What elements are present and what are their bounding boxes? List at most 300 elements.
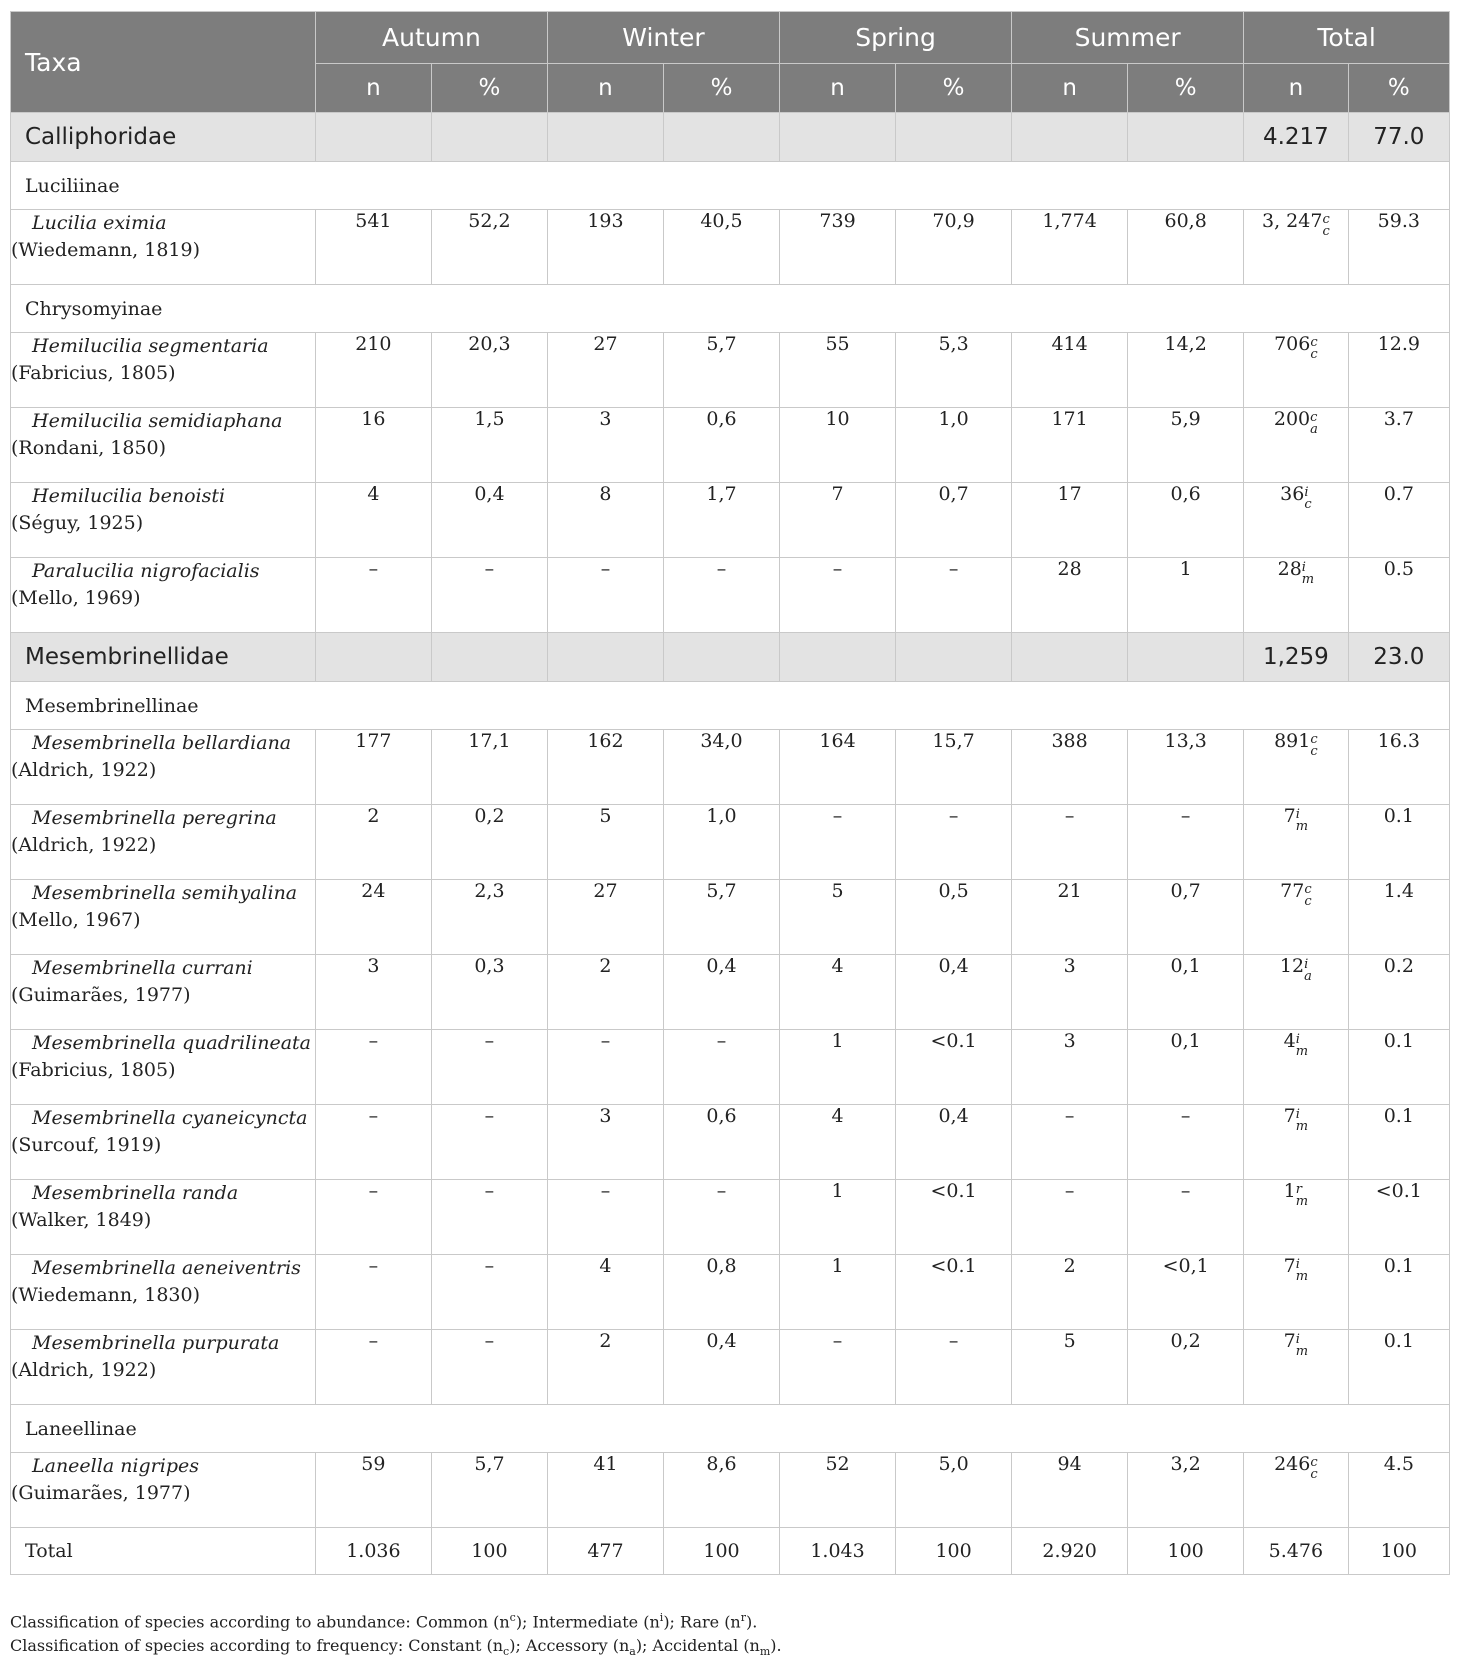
species-author: (Fabricius, 1805) bbox=[11, 1059, 176, 1081]
total-number: 7 bbox=[1283, 805, 1296, 827]
species-author: (Mello, 1967) bbox=[11, 909, 141, 931]
season-value: 171 bbox=[1012, 408, 1128, 483]
season-value: 0,1 bbox=[1128, 955, 1244, 1030]
season-value: 3 bbox=[1012, 955, 1128, 1030]
species-row bbox=[11, 558, 1450, 633]
species-author: (Aldrich, 1922) bbox=[11, 1359, 157, 1381]
season-value: – bbox=[1128, 805, 1244, 880]
species-author: (Fabricius, 1805) bbox=[11, 362, 176, 384]
season-value: 1,0 bbox=[663, 805, 779, 880]
frequency-class: m bbox=[1295, 1044, 1309, 1059]
season-value: 55 bbox=[780, 333, 896, 408]
season-value: 5 bbox=[547, 805, 663, 880]
season-value: 21 bbox=[1012, 880, 1128, 955]
species-row bbox=[11, 1453, 1450, 1528]
header-n: n bbox=[1244, 64, 1348, 113]
species-total-n bbox=[1244, 805, 1348, 880]
season-value: 3 bbox=[1012, 1030, 1128, 1105]
season-value: 27 bbox=[547, 880, 663, 955]
empty-cell bbox=[780, 633, 896, 682]
season-value: – bbox=[315, 1105, 431, 1180]
species-author: (Mello, 1969) bbox=[11, 587, 141, 609]
season-value: – bbox=[431, 1180, 547, 1255]
season-value: 5 bbox=[780, 880, 896, 955]
header-pct: % bbox=[896, 64, 1012, 113]
species-total-pct: 0.1 bbox=[1348, 805, 1449, 880]
total-value: 5.476 bbox=[1244, 1528, 1348, 1575]
species-scientific-name: Mesembrinella aeneiventris bbox=[32, 1257, 301, 1279]
season-value: – bbox=[663, 1030, 779, 1105]
season-value: 15,7 bbox=[896, 730, 1012, 805]
abundance-class: c bbox=[1310, 1455, 1318, 1470]
season-value: 1 bbox=[1128, 558, 1244, 633]
season-value: 16 bbox=[315, 408, 431, 483]
abundance-class: c bbox=[1310, 732, 1318, 747]
frequency-class: c bbox=[1310, 744, 1318, 759]
season-value: 0,7 bbox=[1128, 880, 1244, 955]
header-pct: % bbox=[663, 64, 779, 113]
species-scientific-name: Lucilia eximia bbox=[32, 212, 167, 234]
season-value: 1 bbox=[780, 1255, 896, 1330]
species-total-n bbox=[1244, 1180, 1348, 1255]
total-value: 100 bbox=[663, 1528, 779, 1575]
season-value: 20,3 bbox=[431, 333, 547, 408]
season-value: 8,6 bbox=[663, 1453, 779, 1528]
subfamily-name: Mesembrinellinae bbox=[11, 682, 1450, 730]
classification-marks bbox=[1302, 562, 1314, 586]
species-author: (Aldrich, 1922) bbox=[11, 759, 157, 781]
season-value: – bbox=[780, 805, 896, 880]
frequency-class: a bbox=[1304, 969, 1312, 984]
season-value: 5,7 bbox=[431, 1453, 547, 1528]
species-total-pct: 0.1 bbox=[1348, 1255, 1449, 1330]
species-name-cell bbox=[11, 1030, 316, 1105]
classification-marks bbox=[1296, 1034, 1308, 1058]
species-scientific-name: Mesembrinella randa bbox=[32, 1182, 239, 1204]
season-value: 4 bbox=[315, 483, 431, 558]
species-name-cell bbox=[11, 408, 316, 483]
species-row bbox=[11, 880, 1450, 955]
season-value: 0,5 bbox=[896, 880, 1012, 955]
season-value: 0,3 bbox=[431, 955, 547, 1030]
season-value: 17 bbox=[1012, 483, 1128, 558]
season-value: 70,9 bbox=[896, 210, 1012, 285]
season-value: 4 bbox=[547, 1255, 663, 1330]
abundance-class: r bbox=[1295, 1182, 1302, 1197]
species-author: (Guimarães, 1977) bbox=[11, 1482, 191, 1504]
classification-marks bbox=[1296, 1109, 1308, 1133]
season-value: 28 bbox=[1012, 558, 1128, 633]
season-value: 0,1 bbox=[1128, 1030, 1244, 1105]
total-value: 1.043 bbox=[780, 1528, 896, 1575]
season-value: <0.1 bbox=[896, 1255, 1012, 1330]
species-table bbox=[10, 11, 1450, 1575]
table-body bbox=[11, 113, 1450, 1575]
species-row bbox=[11, 1030, 1450, 1105]
subfamily-row bbox=[11, 682, 1450, 730]
species-row bbox=[11, 1330, 1450, 1405]
total-number: 77 bbox=[1280, 880, 1305, 902]
abundance-class: i bbox=[1301, 560, 1306, 575]
classification-marks bbox=[1310, 337, 1317, 361]
total-number: 28 bbox=[1277, 558, 1302, 580]
species-total-n bbox=[1244, 333, 1348, 408]
family-name: Calliphoridae bbox=[11, 113, 316, 162]
species-scientific-name: Hemilucilia segmentaria bbox=[32, 335, 269, 357]
frequency-class: c bbox=[1310, 1467, 1318, 1482]
species-scientific-name: Mesembrinella semihyalina bbox=[32, 882, 298, 904]
abundance-class: c bbox=[1310, 335, 1318, 350]
species-total-n bbox=[1244, 1330, 1348, 1405]
species-author: (Guimarães, 1977) bbox=[11, 984, 191, 1006]
season-value: – bbox=[431, 1330, 547, 1405]
species-total-n bbox=[1244, 408, 1348, 483]
season-value: 14,2 bbox=[1128, 333, 1244, 408]
header-winter: Winter bbox=[547, 12, 779, 64]
season-value: 13,3 bbox=[1128, 730, 1244, 805]
season-value: 40,5 bbox=[663, 210, 779, 285]
total-value: 100 bbox=[1348, 1528, 1449, 1575]
species-total-pct: 0.2 bbox=[1348, 955, 1449, 1030]
total-number: 891 bbox=[1274, 730, 1311, 752]
empty-cell bbox=[896, 113, 1012, 162]
subfamily-row bbox=[11, 285, 1450, 333]
family-total-pct: 23.0 bbox=[1348, 633, 1449, 682]
season-value: 541 bbox=[315, 210, 431, 285]
total-row bbox=[11, 1528, 1450, 1575]
species-scientific-name: Hemilucilia benoisti bbox=[32, 485, 226, 507]
season-value: – bbox=[315, 558, 431, 633]
species-total-n bbox=[1244, 1255, 1348, 1330]
season-value: – bbox=[431, 1105, 547, 1180]
season-value: – bbox=[1012, 1105, 1128, 1180]
header-n: n bbox=[547, 64, 663, 113]
species-author: (Séguy, 1925) bbox=[11, 512, 144, 534]
classification-marks bbox=[1296, 809, 1308, 833]
species-row bbox=[11, 1105, 1450, 1180]
species-name-cell bbox=[11, 1255, 316, 1330]
classification-marks bbox=[1322, 214, 1329, 238]
species-total-pct: 0.7 bbox=[1348, 483, 1449, 558]
frequency-note: Classification of species according to frequency: Constant $(n_c)$; Accessory $(n_a)$; Accidental $(n_m)$. bbox=[10, 1636, 782, 1659]
species-name-cell bbox=[11, 1180, 316, 1255]
subfamily-name: Chrysomyinae bbox=[11, 285, 1450, 333]
total-number: 3, 247 bbox=[1262, 210, 1323, 232]
species-row bbox=[11, 1255, 1450, 1330]
season-value: 52 bbox=[780, 1453, 896, 1528]
season-value: 34,0 bbox=[663, 730, 779, 805]
season-value: 0,6 bbox=[663, 408, 779, 483]
season-value: 3 bbox=[547, 1105, 663, 1180]
season-value: 8 bbox=[547, 483, 663, 558]
classification-marks bbox=[1310, 1457, 1317, 1481]
season-value: – bbox=[547, 558, 663, 633]
header-n: n bbox=[780, 64, 896, 113]
season-value: 41 bbox=[547, 1453, 663, 1528]
season-value: 24 bbox=[315, 880, 431, 955]
empty-cell bbox=[780, 113, 896, 162]
season-value: – bbox=[431, 558, 547, 633]
total-value: 100 bbox=[431, 1528, 547, 1575]
season-value: 739 bbox=[780, 210, 896, 285]
abundance-class: i bbox=[1295, 1332, 1300, 1347]
season-value: 1,774 bbox=[1012, 210, 1128, 285]
species-row bbox=[11, 955, 1450, 1030]
season-value: – bbox=[315, 1255, 431, 1330]
species-author: (Surcouf, 1919) bbox=[11, 1134, 162, 1156]
season-value: – bbox=[1128, 1180, 1244, 1255]
family-row bbox=[11, 113, 1450, 162]
header-pct: % bbox=[1128, 64, 1244, 113]
total-value: 100 bbox=[1128, 1528, 1244, 1575]
species-scientific-name: Hemilucilia semidiaphana bbox=[32, 410, 283, 432]
abundance-class: i bbox=[1304, 485, 1309, 500]
species-scientific-name: Mesembrinella quadrilineata bbox=[32, 1032, 312, 1054]
family-row bbox=[11, 633, 1450, 682]
season-value: 0,4 bbox=[896, 955, 1012, 1030]
season-value: – bbox=[1128, 1105, 1244, 1180]
season-value: 1 bbox=[780, 1180, 896, 1255]
subfamily-row bbox=[11, 162, 1450, 210]
total-number: 12 bbox=[1279, 955, 1305, 977]
species-total-n bbox=[1244, 1105, 1348, 1180]
species-name-cell bbox=[11, 558, 316, 633]
season-value: – bbox=[663, 558, 779, 633]
abundance-note: Classification of species according to abundance: Common $(n^c)$; Intermediate $(n^i)$; Rare $(n^r)$. bbox=[10, 1611, 758, 1632]
abundance-class: i bbox=[1304, 957, 1309, 972]
total-number: 7 bbox=[1283, 1255, 1296, 1277]
frequency-class: a bbox=[1310, 422, 1318, 437]
species-row bbox=[11, 210, 1450, 285]
species-total-pct: <0.1 bbox=[1348, 1180, 1449, 1255]
species-author: (Wiedemann, 1819) bbox=[11, 239, 200, 261]
season-value: 164 bbox=[780, 730, 896, 805]
season-value: <0.1 bbox=[896, 1180, 1012, 1255]
season-value: 27 bbox=[547, 333, 663, 408]
species-total-n bbox=[1244, 955, 1348, 1030]
abundance-class: i bbox=[1295, 1257, 1300, 1272]
season-value: – bbox=[315, 1180, 431, 1255]
season-value: 2 bbox=[547, 955, 663, 1030]
season-value: 210 bbox=[315, 333, 431, 408]
frequency-class: m bbox=[1295, 819, 1309, 834]
subfamily-name: Laneellinae bbox=[11, 1405, 1450, 1453]
classification-marks bbox=[1296, 1259, 1308, 1283]
family-total-pct: 77.0 bbox=[1348, 113, 1449, 162]
subfamily-row bbox=[11, 1405, 1450, 1453]
species-total-n bbox=[1244, 483, 1348, 558]
species-total-pct: 0.1 bbox=[1348, 1030, 1449, 1105]
species-total-n bbox=[1244, 558, 1348, 633]
species-scientific-name: Mesembrinella currani bbox=[32, 957, 253, 979]
empty-cell bbox=[1012, 633, 1128, 682]
empty-cell bbox=[663, 113, 779, 162]
species-scientific-name: Mesembrinella bellardiana bbox=[32, 732, 292, 754]
total-number: 246 bbox=[1274, 1453, 1311, 1475]
species-name-cell bbox=[11, 1453, 316, 1528]
season-value: 3,2 bbox=[1128, 1453, 1244, 1528]
species-name-cell bbox=[11, 880, 316, 955]
empty-cell bbox=[1128, 113, 1244, 162]
season-value: – bbox=[431, 1030, 547, 1105]
season-value: 1,7 bbox=[663, 483, 779, 558]
table-footnotes bbox=[10, 1606, 782, 1665]
empty-cell bbox=[1128, 633, 1244, 682]
empty-cell bbox=[315, 113, 431, 162]
empty-cell bbox=[1012, 113, 1128, 162]
frequency-class: c bbox=[1322, 224, 1330, 239]
species-name-cell bbox=[11, 805, 316, 880]
empty-cell bbox=[547, 633, 663, 682]
season-value: 1 bbox=[780, 1030, 896, 1105]
species-total-pct: 16.3 bbox=[1348, 730, 1449, 805]
species-row bbox=[11, 805, 1450, 880]
family-name: Mesembrinellidae bbox=[11, 633, 316, 682]
species-row bbox=[11, 333, 1450, 408]
season-value: – bbox=[896, 1330, 1012, 1405]
table-header bbox=[11, 12, 1450, 113]
classification-marks bbox=[1304, 884, 1311, 908]
season-value: 0,6 bbox=[663, 1105, 779, 1180]
season-value: 4 bbox=[780, 955, 896, 1030]
season-value: – bbox=[547, 1180, 663, 1255]
species-scientific-name: Paralucilia nigrofacialis bbox=[32, 560, 260, 582]
header-taxa: Taxa bbox=[11, 12, 316, 113]
season-value: 10 bbox=[780, 408, 896, 483]
empty-cell bbox=[663, 633, 779, 682]
season-value: 94 bbox=[1012, 1453, 1128, 1528]
total-value: 1.036 bbox=[315, 1528, 431, 1575]
season-value: 2 bbox=[315, 805, 431, 880]
season-value: 2 bbox=[547, 1330, 663, 1405]
season-value: 5,7 bbox=[663, 333, 779, 408]
abundance-class: i bbox=[1295, 1107, 1300, 1122]
season-value: 1,5 bbox=[431, 408, 547, 483]
species-total-n bbox=[1244, 1453, 1348, 1528]
season-value: 60,8 bbox=[1128, 210, 1244, 285]
total-number: 200 bbox=[1273, 408, 1311, 430]
species-author: (Wiedemann, 1830) bbox=[11, 1284, 200, 1306]
classification-marks bbox=[1310, 412, 1318, 436]
season-value: 5,7 bbox=[663, 880, 779, 955]
abundance-class: c bbox=[1304, 882, 1312, 897]
total-label: Total bbox=[11, 1528, 316, 1575]
season-value: 2,3 bbox=[431, 880, 547, 955]
total-number: 36 bbox=[1280, 483, 1305, 505]
classification-marks bbox=[1304, 959, 1312, 983]
frequency-class: m bbox=[1295, 1119, 1309, 1134]
season-value: 5,0 bbox=[896, 1453, 1012, 1528]
family-total-n: 4.217 bbox=[1244, 113, 1348, 162]
frequency-class: m bbox=[1295, 1269, 1309, 1284]
abundance-class: i bbox=[1295, 1032, 1300, 1047]
season-value: 0,4 bbox=[663, 955, 779, 1030]
species-total-n bbox=[1244, 1030, 1348, 1105]
total-number: 1 bbox=[1283, 1180, 1296, 1202]
species-total-pct: 0.1 bbox=[1348, 1105, 1449, 1180]
species-scientific-name: Mesembrinella peregrina bbox=[32, 807, 277, 829]
season-value: – bbox=[315, 1330, 431, 1405]
season-value: <0,1 bbox=[1128, 1255, 1244, 1330]
season-value: 5 bbox=[1012, 1330, 1128, 1405]
total-value: 477 bbox=[547, 1528, 663, 1575]
frequency-class: c bbox=[1304, 894, 1312, 909]
species-total-pct: 0.1 bbox=[1348, 1330, 1449, 1405]
species-author: (Rondani, 1850) bbox=[11, 437, 167, 459]
species-row bbox=[11, 483, 1450, 558]
season-value: 193 bbox=[547, 210, 663, 285]
species-total-n bbox=[1244, 880, 1348, 955]
total-number: 706 bbox=[1274, 333, 1311, 355]
season-value: 59 bbox=[315, 1453, 431, 1528]
empty-cell bbox=[896, 633, 1012, 682]
species-scientific-name: Mesembrinella cyaneicyncta bbox=[32, 1107, 308, 1129]
species-author: (Aldrich, 1922) bbox=[11, 834, 157, 856]
species-total-pct: 1.4 bbox=[1348, 880, 1449, 955]
season-value: 17,1 bbox=[431, 730, 547, 805]
season-value: 0,6 bbox=[1128, 483, 1244, 558]
season-value: 3 bbox=[547, 408, 663, 483]
season-value: 0,4 bbox=[431, 483, 547, 558]
frequency-class: m bbox=[1295, 1194, 1309, 1209]
season-value: 0,4 bbox=[896, 1105, 1012, 1180]
header-autumn: Autumn bbox=[315, 12, 547, 64]
frequency-class: c bbox=[1304, 497, 1312, 512]
species-name-cell bbox=[11, 210, 316, 285]
species-scientific-name: Laneella nigripes bbox=[32, 1455, 199, 1477]
species-author: (Walker, 1849) bbox=[11, 1209, 152, 1231]
empty-cell bbox=[547, 113, 663, 162]
classification-marks bbox=[1310, 734, 1317, 758]
season-value: – bbox=[1012, 805, 1128, 880]
subfamily-name: Luciliinae bbox=[11, 162, 1450, 210]
season-value: – bbox=[663, 1180, 779, 1255]
season-value: 162 bbox=[547, 730, 663, 805]
species-name-cell bbox=[11, 1105, 316, 1180]
header-n: n bbox=[315, 64, 431, 113]
season-value: 5,9 bbox=[1128, 408, 1244, 483]
season-value: – bbox=[547, 1030, 663, 1105]
season-value: – bbox=[896, 805, 1012, 880]
species-total-n bbox=[1244, 210, 1348, 285]
classification-marks bbox=[1296, 1334, 1308, 1358]
frequency-class: c bbox=[1310, 347, 1318, 362]
species-name-cell bbox=[11, 483, 316, 558]
family-total-n: 1,259 bbox=[1244, 633, 1348, 682]
season-value: 0,2 bbox=[431, 805, 547, 880]
season-value: <0.1 bbox=[896, 1030, 1012, 1105]
season-value: 414 bbox=[1012, 333, 1128, 408]
frequency-class: m bbox=[1295, 1344, 1309, 1359]
species-total-pct: 4.5 bbox=[1348, 1453, 1449, 1528]
species-name-cell bbox=[11, 333, 316, 408]
empty-cell bbox=[315, 633, 431, 682]
empty-cell bbox=[431, 113, 547, 162]
header-n: n bbox=[1012, 64, 1128, 113]
species-row bbox=[11, 408, 1450, 483]
season-value: – bbox=[896, 558, 1012, 633]
species-name-cell bbox=[11, 955, 316, 1030]
season-value: 4 bbox=[780, 1105, 896, 1180]
abundance-class: i bbox=[1295, 807, 1300, 822]
empty-cell bbox=[431, 633, 547, 682]
species-total-n bbox=[1244, 730, 1348, 805]
species-row bbox=[11, 1180, 1450, 1255]
total-value: 100 bbox=[896, 1528, 1012, 1575]
classification-marks bbox=[1304, 487, 1311, 511]
season-value: 7 bbox=[780, 483, 896, 558]
total-number: 7 bbox=[1283, 1105, 1296, 1127]
